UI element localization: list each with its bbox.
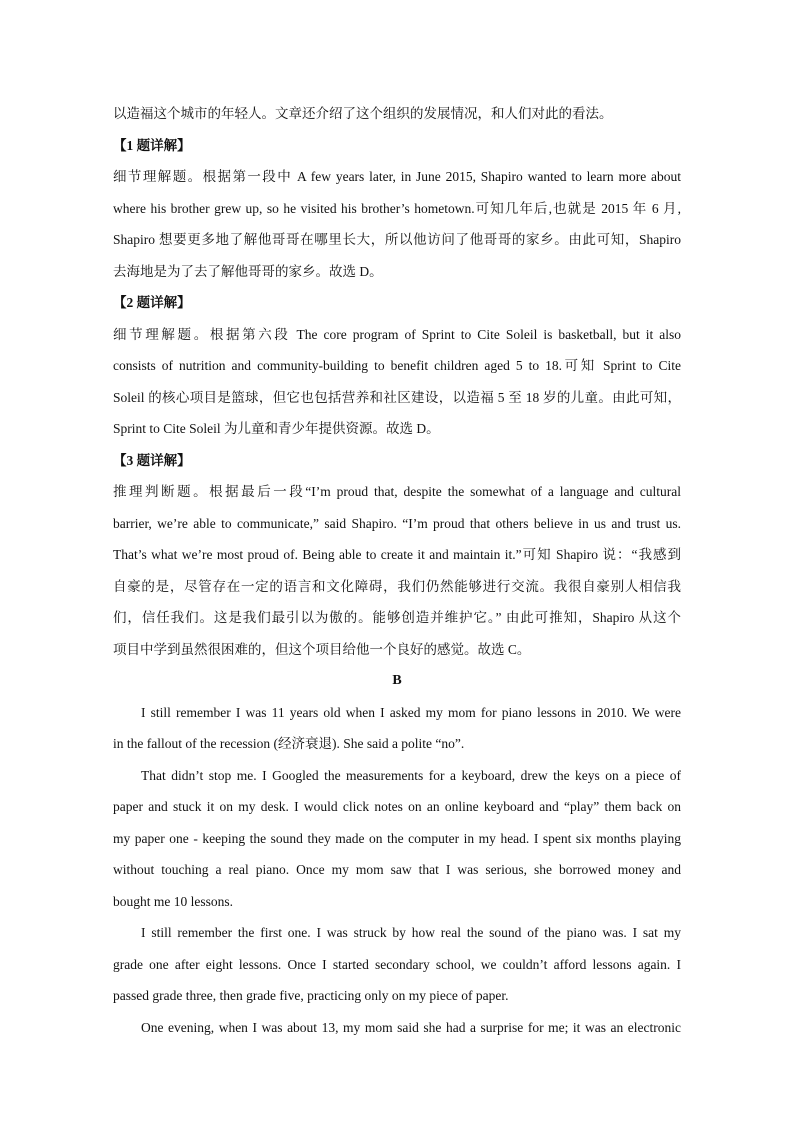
text-line: 推理判断题。根据最后一段“I’m proud that, despite the somewhat of a language and cultural <box>113 484 681 499</box>
text-line: where his brother grew up, so he visited his brother’s hometown.可知几年后,也就是 2015 年 6 月, <box>113 200 681 216</box>
passage-line: without touching a real piano. Once my mom saw that I was serious, she borrowed money and <box>113 862 681 877</box>
passage-line: I still remember I was 11 years old when I asked my mom for piano lessons in 2010. We were <box>141 704 681 720</box>
text-line: 以造福这个城市的年轻人。文章还介绍了这个组织的发展情况，和人们对此的看法。 <box>113 106 613 121</box>
question-2-heading: 【2 题详解】 <box>113 295 191 310</box>
text-line: 自豪的是，尽管存在一定的语言和文化障碍，我们仍然能够进行交流。我很自豪别人相信我 <box>113 578 681 594</box>
passage-line: passed grade three, then grade five, practicing only on my piece of paper. <box>113 988 509 1003</box>
passage-line: in the fallout of the recession (经济衰退). She said a polite “no”. <box>113 736 465 751</box>
text-line: That’s what we’re most proud of. Being able to create it and maintain it.”可知 Shapiro 说：“我感到 <box>113 547 681 562</box>
passage-line: One evening, when I was about 13, my mom said she had a surprise for me; it was an electronic <box>141 1019 681 1035</box>
text-line: 细节理解题。根据第六段 The core program of Sprint to Cite Soleil is basketball, but it also <box>113 326 681 342</box>
text-line: 去海地是为了去了解他哥哥的家乡。故选 D。 <box>113 263 383 279</box>
passage-line: grade one after eight lessons. Once I started secondary school, we couldn’t afford lessons again. I <box>113 956 681 972</box>
text-line: Shapiro 想要更多地了解他哥哥在哪里长大，所以他访问了他哥哥的家乡。由此可知，Shapiro <box>113 232 681 247</box>
passage-line: bought me 10 lessons. <box>113 893 233 909</box>
text-line: consists of nutrition and community-building to benefit children aged 5 to 18.可知 Sprint to Cite <box>113 358 681 373</box>
text-line: 们，信任我们。这是我们最引以为傲的。能够创造并维护它。” 由此可推知，Shapiro 从这个 <box>113 610 681 625</box>
section-title: B <box>392 673 402 688</box>
text-line: 项目中学到虽然很困难的，但这个项目给他一个良好的感觉。故选 C。 <box>113 641 531 657</box>
question-1-heading: 【1 题详解】 <box>113 137 191 153</box>
passage-line: paper and stuck it on my desk. I would click notes on an online keyboard and “play” them back on <box>113 799 681 814</box>
passage-line: I still remember the first one. I was struck by how real the sound of the piano was. I sat my <box>141 925 681 940</box>
text-line: Sprint to Cite Soleil 为儿童和青少年提供资源。故选 D。 <box>113 421 440 436</box>
text-line: Soleil 的核心项目是篮球，但它也包括营养和社区建设，以造福 5 至 18 岁的儿童。由此可知， <box>113 389 681 405</box>
document-page <box>113 98 681 1043</box>
text-line: 细节理解题。根据第一段中 A few years later, in June 2015, Shapiro wanted to learn more about <box>113 169 681 184</box>
passage-line: my paper one - keeping the sound they made on the computer in my head. I spent six months playing <box>113 830 681 846</box>
text-line: barrier, we’re able to communicate,” said Shapiro. “I’m proud that others believe in us and trust us. <box>113 515 681 531</box>
passage-line: That didn’t stop me. I Googled the measurements for a keyboard, drew the keys on a piece of <box>141 767 681 783</box>
question-3-heading: 【3 题详解】 <box>113 452 191 468</box>
